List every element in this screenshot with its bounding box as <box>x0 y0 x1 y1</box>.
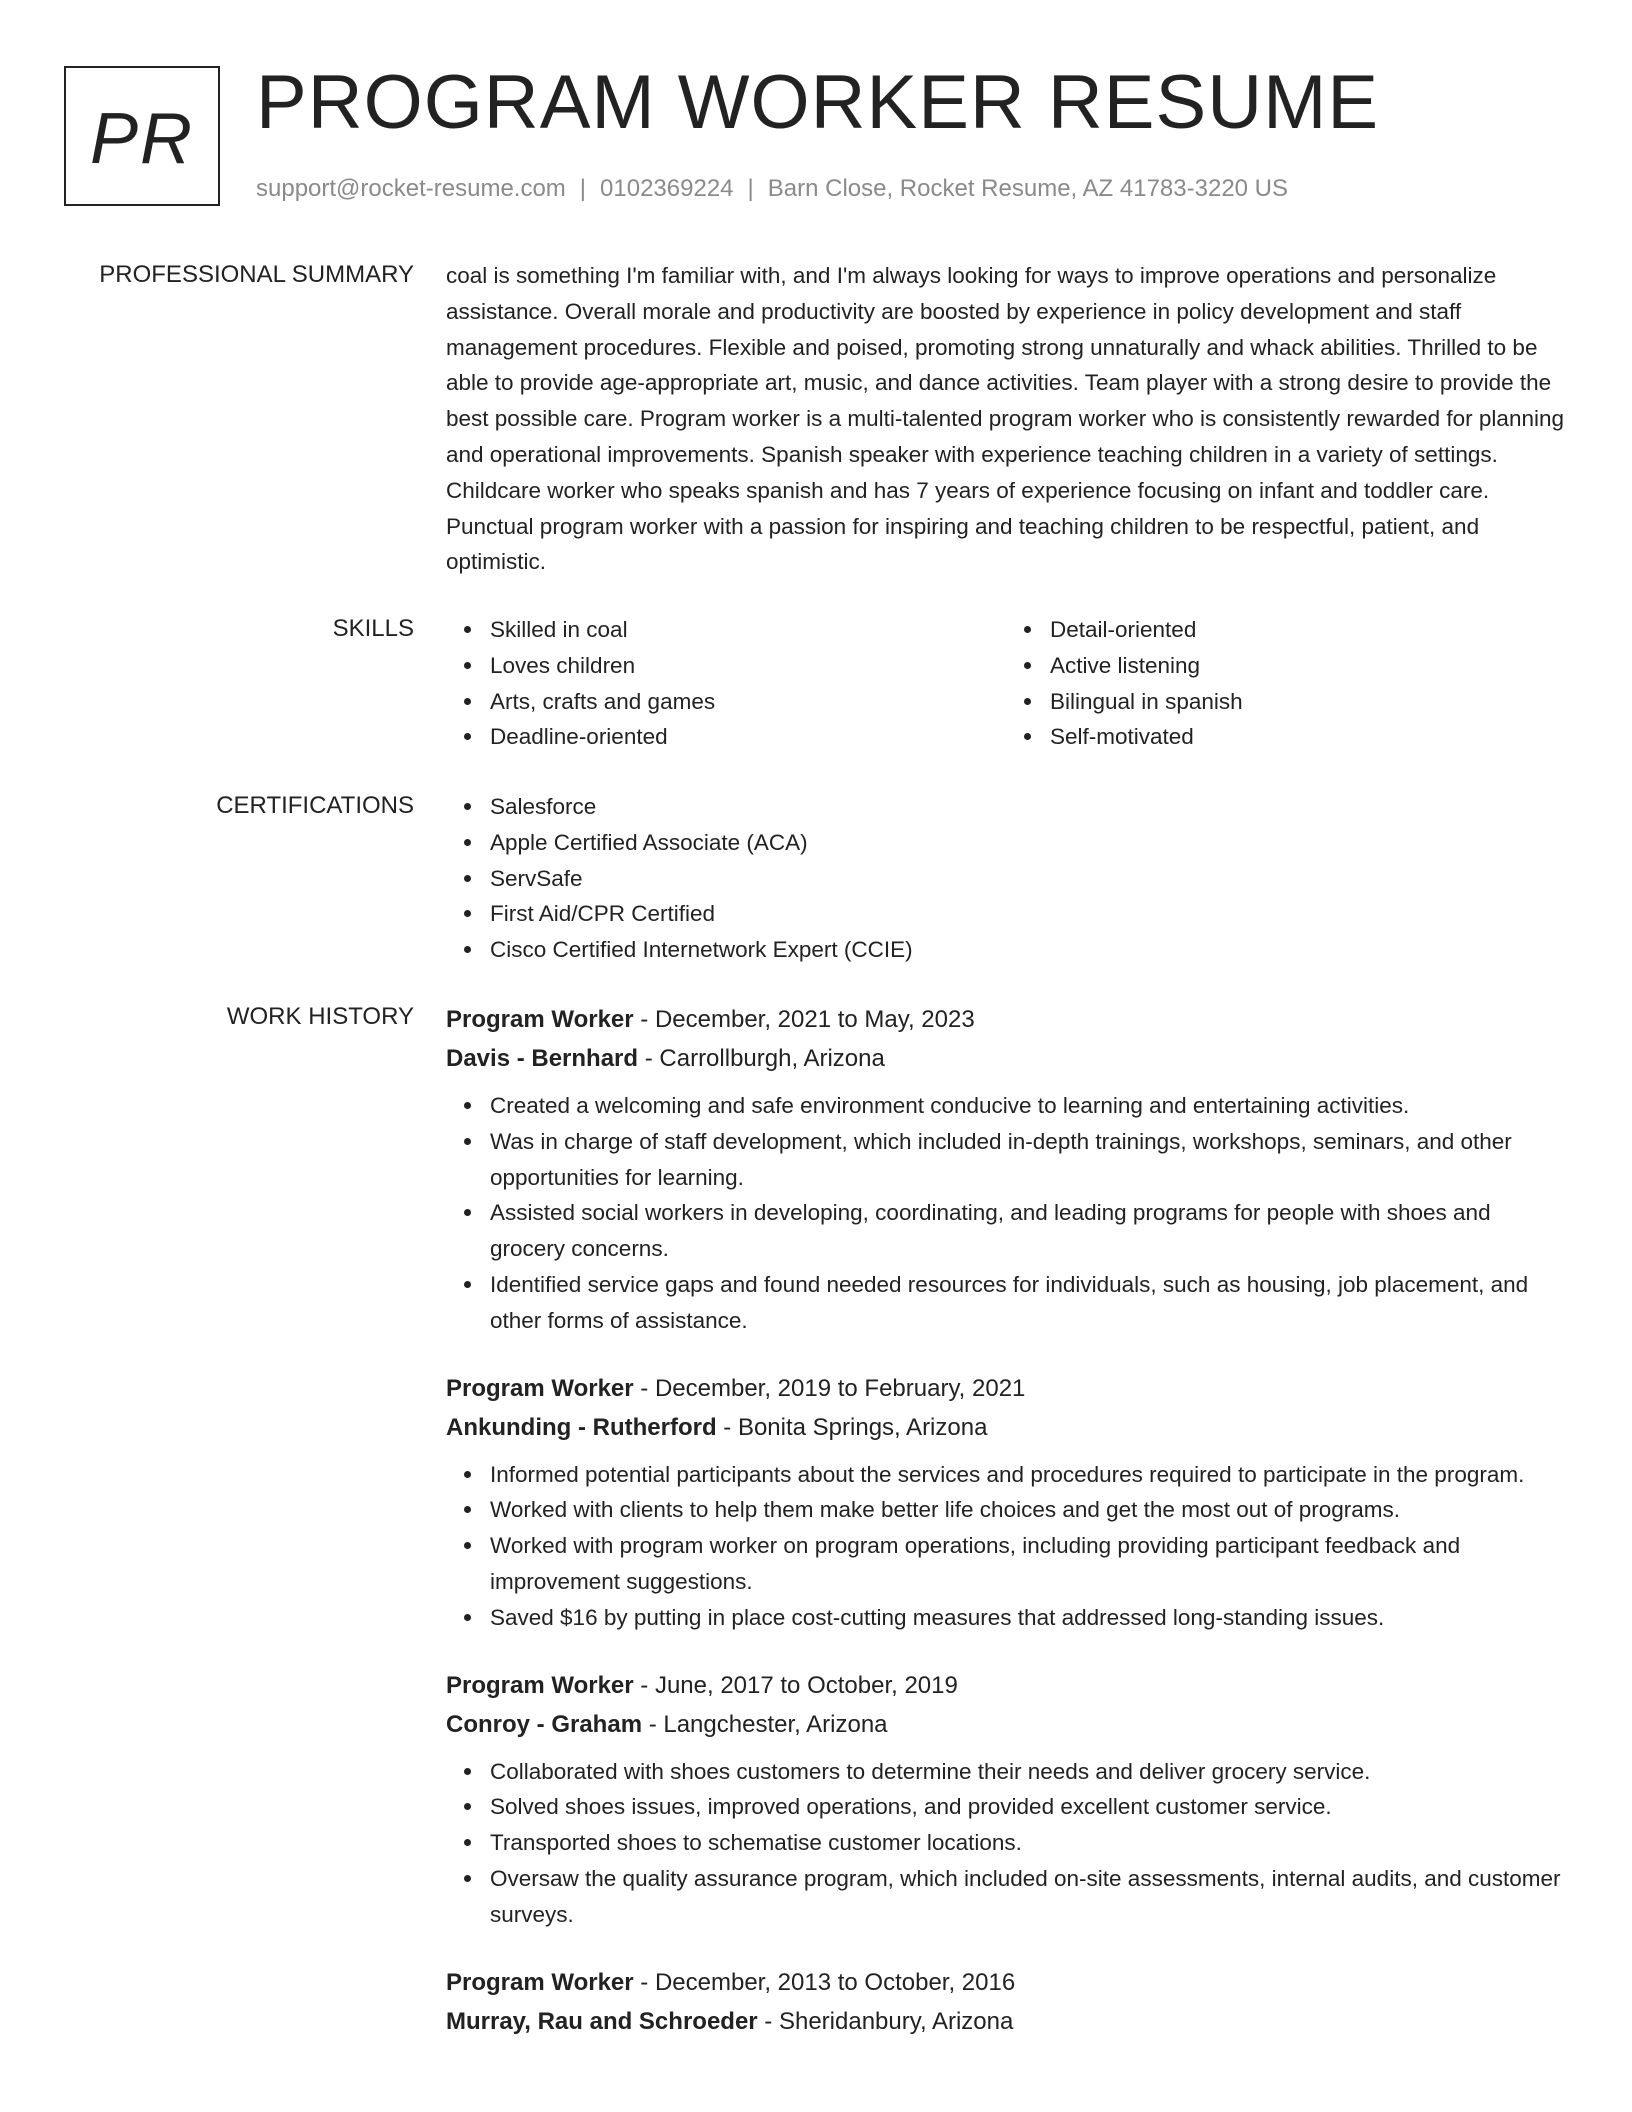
certification-item: ServSafe <box>490 861 1566 897</box>
job-dates: - December, 2021 to May, 2023 <box>633 1006 975 1033</box>
monogram-logo: PR <box>64 66 220 206</box>
job-duty: Saved $16 by putting in place cost-cutting measures that addressed long-standing issues. <box>490 1600 1566 1636</box>
job-entry <box>446 1666 1566 1933</box>
skills-list-left <box>446 612 1006 755</box>
job-entry <box>446 1369 1566 1636</box>
job-duty: Identified service gaps and found needed resources for individuals, such as housing, job placement, and other forms of assistance. <box>490 1267 1566 1339</box>
certification-item: First Aid/CPR Certified <box>490 896 1566 932</box>
job-duty: Created a welcoming and safe environment conducive to learning and entertaining activities. <box>490 1088 1566 1124</box>
job-duties <box>446 1088 1566 1339</box>
job-title-line <box>446 1000 1566 1039</box>
summary-heading: PROFESSIONAL SUMMARY <box>99 261 414 288</box>
job-title: Program Worker <box>446 1006 634 1033</box>
skill-item: Detail-oriented <box>1050 612 1566 648</box>
job-duty: Was in charge of staff development, which included in-depth trainings, workshops, seminars, and other opportunities for learning. <box>490 1124 1566 1196</box>
job-location: - Carrollburgh, Arizona <box>638 1045 885 1072</box>
job-dates: - June, 2017 to October, 2019 <box>633 1671 958 1699</box>
job-company-line <box>446 1039 1566 1078</box>
work-history-heading: WORK HISTORY <box>226 1003 414 1030</box>
skill-item: Skilled in coal <box>490 612 1006 648</box>
job-duty: Worked with clients to help them make better life choices and get the most out of programs. <box>490 1492 1566 1528</box>
skill-item: Deadline-oriented <box>490 719 1006 755</box>
certification-item: Salesforce <box>490 789 1566 825</box>
job-entry <box>446 1963 1566 2041</box>
job-title: Program Worker <box>446 1671 634 1699</box>
job-duty: Informed potential participants about the services and procedures required to participate in the program. <box>490 1457 1566 1493</box>
job-duty: Solved shoes issues, improved operations, and provided excellent customer service. <box>490 1789 1566 1825</box>
skill-item: Loves children <box>490 648 1006 684</box>
job-title-line <box>446 1666 1566 1705</box>
contact-separator: | <box>579 175 587 202</box>
skills-list-right <box>1006 612 1566 755</box>
job-duty: Assisted social workers in developing, coordinating, and leading programs for people with shoes and grocery concerns. <box>490 1195 1566 1267</box>
job-duty: Transported shoes to schematise customer locations. <box>490 1825 1566 1861</box>
contact-phone: 0102369224 <box>600 175 734 202</box>
summary-text: coal is something I'm familiar with, and I'm always looking for ways to improve operations and personalize assistance. Overall morale and productivity are boosted by experience in policy development and staff management procedures. Flexible and poised, promoting strong unnaturally and whack abilities. Thrilled to be able to provide age-appropriate art, music, and dance activities. Team player with a strong desire to provide the best possible care. Program worker is a multi-talented program worker who is consistently rewarded for planning and operational improvements. Spanish speaker with experience teaching children in a variety of settings. Childcare worker who speaks spanish and has 7 years of experience focusing on infant and toddler care. Punctual program worker with a passion for inspiring and teaching children to be respectful, patient, and optimistic. <box>446 263 1564 575</box>
skills-heading: SKILLS <box>332 615 414 642</box>
job-duties <box>446 1457 1566 1636</box>
job-company-line <box>446 1408 1566 1447</box>
certifications-heading: CERTIFICATIONS <box>216 792 414 819</box>
job-location: - Bonita Springs, Arizona <box>716 1413 988 1441</box>
job-duties <box>446 1754 1566 1933</box>
job-entry <box>446 1000 1566 1339</box>
job-company: Conroy - Graham <box>446 1710 643 1738</box>
resume-title: PROGRAM WORKER RESUME <box>256 60 1380 145</box>
contact-line <box>256 174 1288 204</box>
job-company: Davis - Bernhard <box>446 1045 639 1072</box>
contact-separator: | <box>747 175 754 202</box>
job-title-line <box>446 1369 1566 1408</box>
contact-email: support@rocket-resume.com <box>256 175 566 202</box>
job-company-line <box>446 2002 1566 2041</box>
job-duty: Oversaw the quality assurance program, which included on-site assessments, internal audits, and customer surveys. <box>490 1861 1566 1933</box>
job-location: - Langchester, Arizona <box>642 1710 888 1738</box>
job-company: Murray, Rau and Schroeder <box>446 2007 758 2035</box>
job-title: Program Worker <box>446 1968 634 1996</box>
job-company: Ankunding - Rutherford <box>446 1413 717 1441</box>
job-title: Program Worker <box>446 1374 634 1402</box>
job-location: - Sheridanbury, Arizona <box>757 2007 1014 2035</box>
job-duty: Worked with program worker on program operations, including providing participant feedback and improvement suggestions. <box>490 1528 1566 1600</box>
contact-address: Barn Close, Rocket Resume, AZ 41783-3220 US <box>767 175 1289 202</box>
skill-item: Active listening <box>1050 648 1566 684</box>
skill-item: Self-motivated <box>1050 719 1566 755</box>
certification-item: Cisco Certified Internetwork Expert (CCIE) <box>490 932 1566 968</box>
skill-item: Bilingual in spanish <box>1050 684 1566 720</box>
job-dates: - December, 2013 to October, 2016 <box>633 1968 1016 1996</box>
job-company-line <box>446 1705 1566 1744</box>
skill-item: Arts, crafts and games <box>490 684 1006 720</box>
job-duty: Collaborated with shoes customers to determine their needs and deliver grocery service. <box>490 1754 1566 1790</box>
certifications-list <box>446 789 1566 968</box>
job-dates: - December, 2019 to February, 2021 <box>633 1374 1026 1402</box>
certification-item: Apple Certified Associate (ACA) <box>490 825 1566 861</box>
job-title-line <box>446 1963 1566 2002</box>
